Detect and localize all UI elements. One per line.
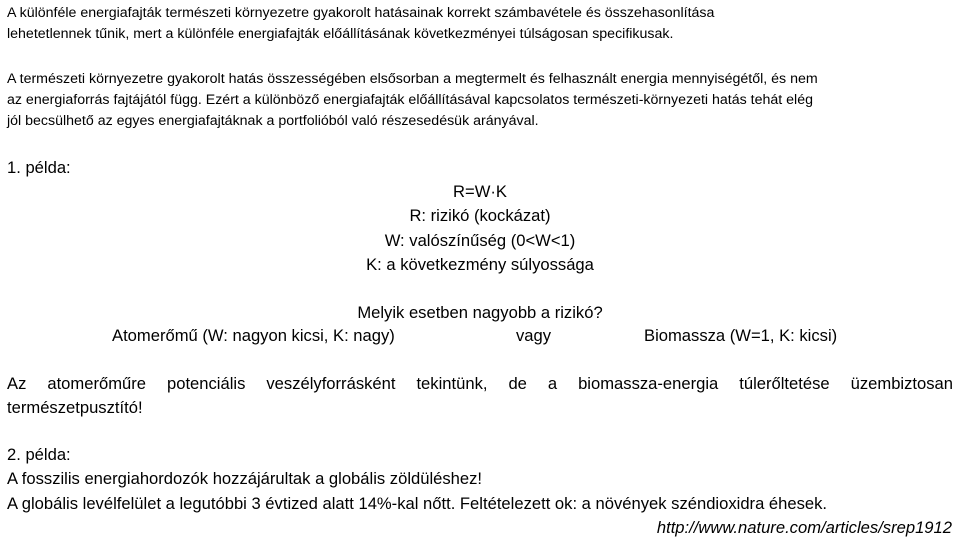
example1-heading: 1. példa:	[7, 158, 71, 177]
risk-question: Melyik esetben nagyobb a rizikó?	[357, 303, 603, 322]
definition-k: K: a következmény súlyossága	[366, 255, 594, 274]
impact-line-3: jól becsülhető az egyes energiafajtáknak a portfolióból való részesedésük arányával.	[7, 113, 539, 129]
intro-paragraph	[7, 3, 953, 45]
option-or: vagy	[516, 326, 552, 345]
option-biomass: Biomassza (W=1, K: kicsi)	[644, 326, 838, 345]
source-link[interactable]: http://www.nature.com/articles/srep1912	[656, 518, 952, 537]
definition-w: W: valószínűség (0<W<1)	[384, 231, 576, 250]
conclusion-line-2: természetpusztító!	[7, 398, 143, 417]
example2-line-2: A globális levélfelület a legutóbbi 3 évtized alatt 14%-kal nőtt. Feltételezett ok: a növények széndioxidra éhesek.	[7, 494, 828, 513]
intro-line-2: lehetetlennek tűnik, mert a különféle energiafajták előállításának következményei túlságosan specifikusak.	[7, 26, 674, 42]
risk-formula: R=W·K	[453, 182, 507, 201]
example2-heading: 2. példa:	[7, 445, 71, 464]
conclusion-line-1: Az atomerőműre potenciális veszélyforrásként tekintünk, de a biomassza-energia túlerőltetése üzembiztosan	[7, 374, 953, 393]
impact-line-1: A természeti környezetre gyakorolt hatás összességében elsősorban a megtermelt és felhasznált energia mennyiségétől, és nem	[7, 71, 818, 87]
option-nuclear: Atomerőmű (W: nagyon kicsi, K: nagy)	[112, 326, 395, 345]
impact-line-2: az energiaforrás fajtájától függ. Ezért a különböző energiafajták előállításával kapcsolatos természeti-környezeti hatás tehát elég	[7, 92, 813, 108]
intro-line-1: A különféle energiafajták természeti környezetre gyakorolt hatásainak korrekt számbavétele és összehasonlítása	[7, 5, 715, 21]
example2-line-1: A fosszilis energiahordozók hozzájárultak a globális zöldüléshez!	[7, 469, 483, 488]
definition-r: R: rizikó (kockázat)	[409, 206, 551, 225]
example1-conclusion	[7, 372, 953, 420]
impact-paragraph	[7, 69, 953, 132]
